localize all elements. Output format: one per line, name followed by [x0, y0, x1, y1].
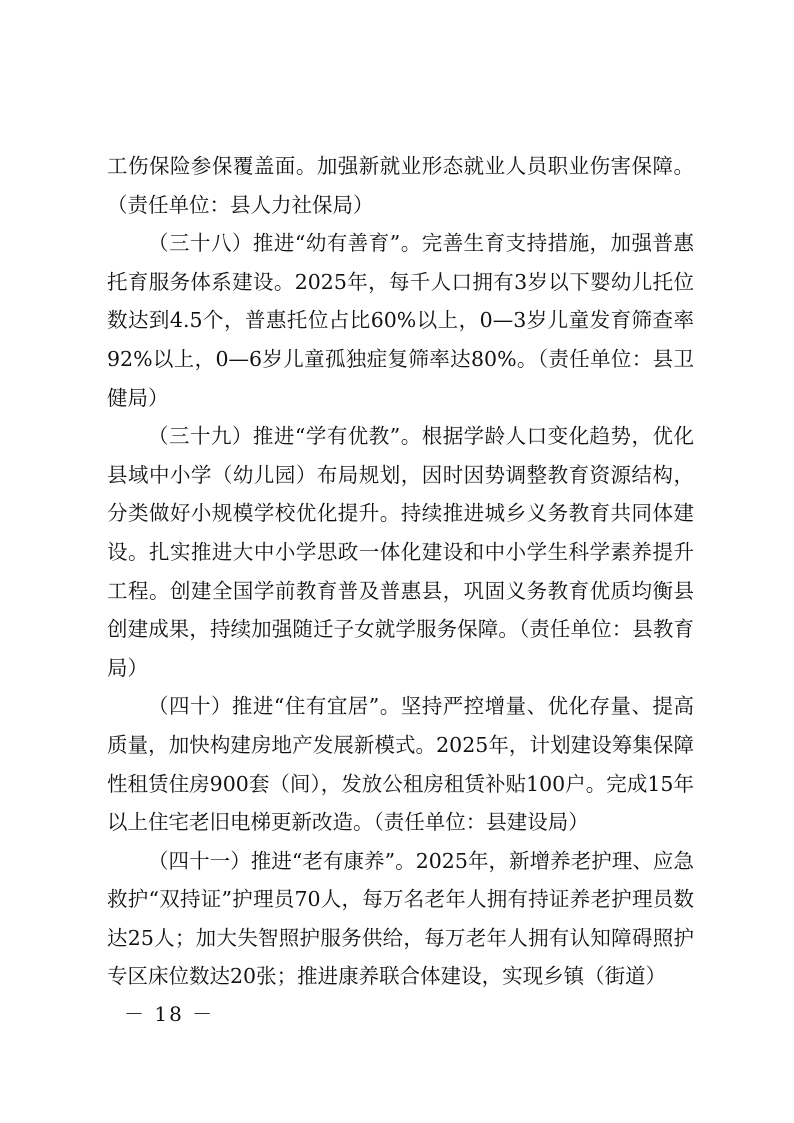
paragraph-item-41: （四十一）推进“老有康养”。2025年，新增养老护理、应急救护“双持证”护理员70人，每万名老年人拥有持证养老护理员数达25人；加大失智照护服务供给，每万老年人拥有认知障碍照护专区床位数达20张；推进康养联合体建设，实现乡镇（街道） [107, 848, 694, 989]
paragraph-continuation: 工伤保险参保覆盖面。加强新就业形态就业人员职业伤害保障。（责任单位：县人力社保局） [107, 154, 694, 217]
paragraph-item-40: （四十）推进“住有宜居”。坚持严控增量、优化存量、提高质量，加快构建房地产发展新模式。2025年，计划建设筹集保障性租赁住房900套（间），发放公租房租赁补贴100户。完成15年以上住宅老旧电梯更新改造。（责任单位：县建设局） [107, 694, 694, 835]
page-number: － 18 － [124, 1002, 215, 1026]
paragraph-item-39: （三十九）推进“学有优教”。根据学龄人口变化趋势，优化县域中小学（幼儿园）布局规划，因时因势调整教育资源结构，分类做好小规模学校优化提升。持续推进城乡义务教育共同体建设。扎实推进大中小学思政一体化建设和中小学生科学素养提升工程。创建全国学前教育普及普惠县，巩固义务教育优质均衡县创建成果，持续加强随迁子女就学服务保障。（责任单位：县教育局） [107, 424, 694, 680]
paragraph-item-38: （三十八）推进“幼有善育”。完善生育支持措施，加强普惠托育服务体系建设。2025年，每千人口拥有3岁以下婴幼儿托位数达到4.5个，普惠托位占比60%以上，0—3岁儿童发育筛查率92%以上，0—6岁儿童孤独症复筛率达80%。（责任单位：县卫健局） [107, 231, 694, 410]
document-body [107, 147, 694, 996]
